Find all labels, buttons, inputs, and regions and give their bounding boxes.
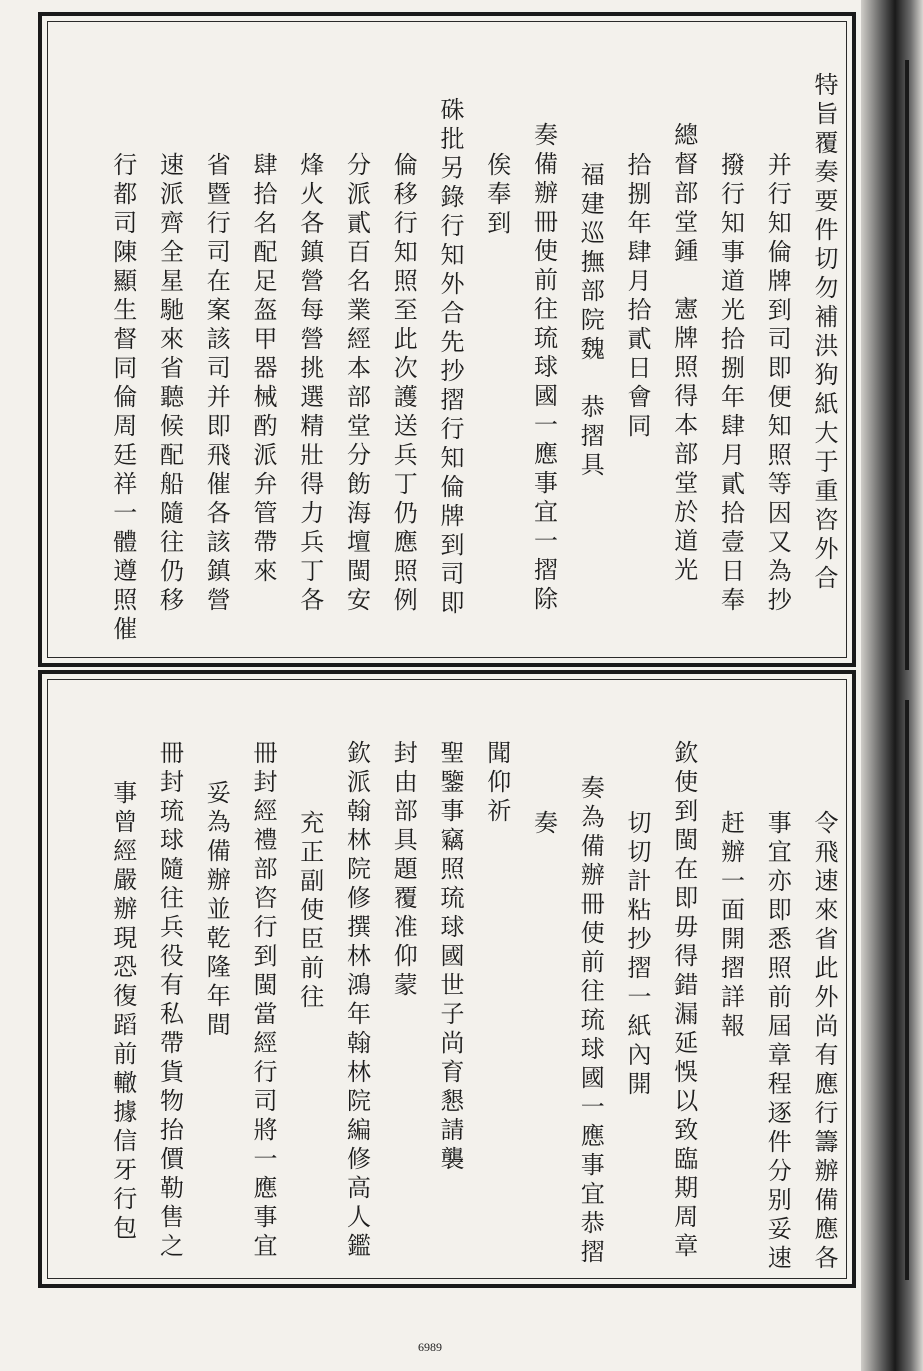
text-column: 充正副使臣前往 bbox=[295, 810, 324, 1013]
text-column: 冊封經禮部咨行到閩當經行司將一應事宜 bbox=[249, 740, 277, 1262]
text-column: 聞仰祈 bbox=[482, 740, 511, 827]
page-number: 6989 bbox=[418, 1340, 442, 1354]
gutter-frame-line-top bbox=[905, 60, 909, 670]
text-column: 福建巡撫部院魏 恭摺具 bbox=[576, 162, 605, 481]
text-columns-top bbox=[47, 21, 847, 658]
text-column: 特旨覆奏要件切勿補洪狗紙大于重咨外合 bbox=[810, 72, 838, 594]
text-column: 事曾經嚴辦現恐復蹈前轍據信牙行包 bbox=[108, 780, 137, 1244]
text-column: 俟奉到 bbox=[482, 152, 511, 239]
text-column: 肆拾名配足盔甲器械酌派弁管帶來 bbox=[249, 152, 277, 587]
text-column: 奏為備辦冊使前往琉球國一應事宜恭摺 bbox=[576, 775, 605, 1268]
text-column: 妥為備辦並乾隆年間 bbox=[202, 780, 231, 1041]
book-gutter-shadow bbox=[861, 0, 923, 1371]
text-column: 硃批另錄行知外合先抄摺行知倫牌到司即 bbox=[436, 97, 464, 619]
text-column: 倫移行知照至此次護送兵丁仍應照例 bbox=[389, 152, 418, 616]
text-column: 行都司陳顯生督同倫周廷祥一體遵照催 bbox=[108, 152, 137, 645]
text-column: 令飛速來省此外尚有應行籌辦備應各 bbox=[810, 810, 838, 1274]
text-column: 冊封琉球隨往兵役有私帶貨物抬價勒售之 bbox=[155, 740, 184, 1262]
gutter-frame-line-bottom bbox=[905, 700, 909, 1280]
text-column: 奏 bbox=[529, 810, 558, 839]
text-column: 分派貳百名業經本部堂分飭海壇閩安 bbox=[342, 152, 371, 616]
text-column: 奏備辦冊使前往琉球國一應事宜一摺除 bbox=[529, 122, 558, 615]
text-column: 切切計粘抄摺一紙內開 bbox=[623, 810, 651, 1100]
text-column: 聖鑒事竊照琉球國世子尚育懇請襲 bbox=[436, 740, 464, 1175]
text-column: 省暨行司在案該司并即飛催各該鎮營 bbox=[202, 152, 231, 616]
document-panel-top bbox=[38, 12, 856, 667]
text-column: 總督部堂鍾 憲牌照得本部堂於道光 bbox=[669, 122, 698, 586]
text-column: 速派齊全星馳來省聽候配船隨往仍移 bbox=[155, 152, 184, 616]
text-column: 欽派翰林院修撰林鴻年翰林院編修高人鑑 bbox=[342, 740, 371, 1262]
text-column: 事宜亦即悉照前屆章程逐件分别妥速 bbox=[763, 810, 792, 1274]
text-column: 赶辦一面開摺詳報 bbox=[716, 810, 745, 1042]
text-column: 封由部具題覆准仰蒙 bbox=[389, 740, 418, 1001]
text-column: 并行知倫牌到司即便知照等因又為抄 bbox=[763, 152, 792, 616]
text-columns-bottom bbox=[47, 679, 847, 1279]
text-column: 烽火各鎮營每營挑選精壯得力兵丁各 bbox=[295, 152, 324, 616]
text-column: 拾捌年肆月拾貳日會同 bbox=[623, 152, 651, 442]
text-column: 撥行知事道光拾捌年肆月貳拾壹日奉 bbox=[716, 152, 745, 616]
document-panel-bottom bbox=[38, 670, 856, 1288]
text-column: 欽使到閩在即毋得錯漏延悞以致臨期周章 bbox=[669, 740, 698, 1262]
